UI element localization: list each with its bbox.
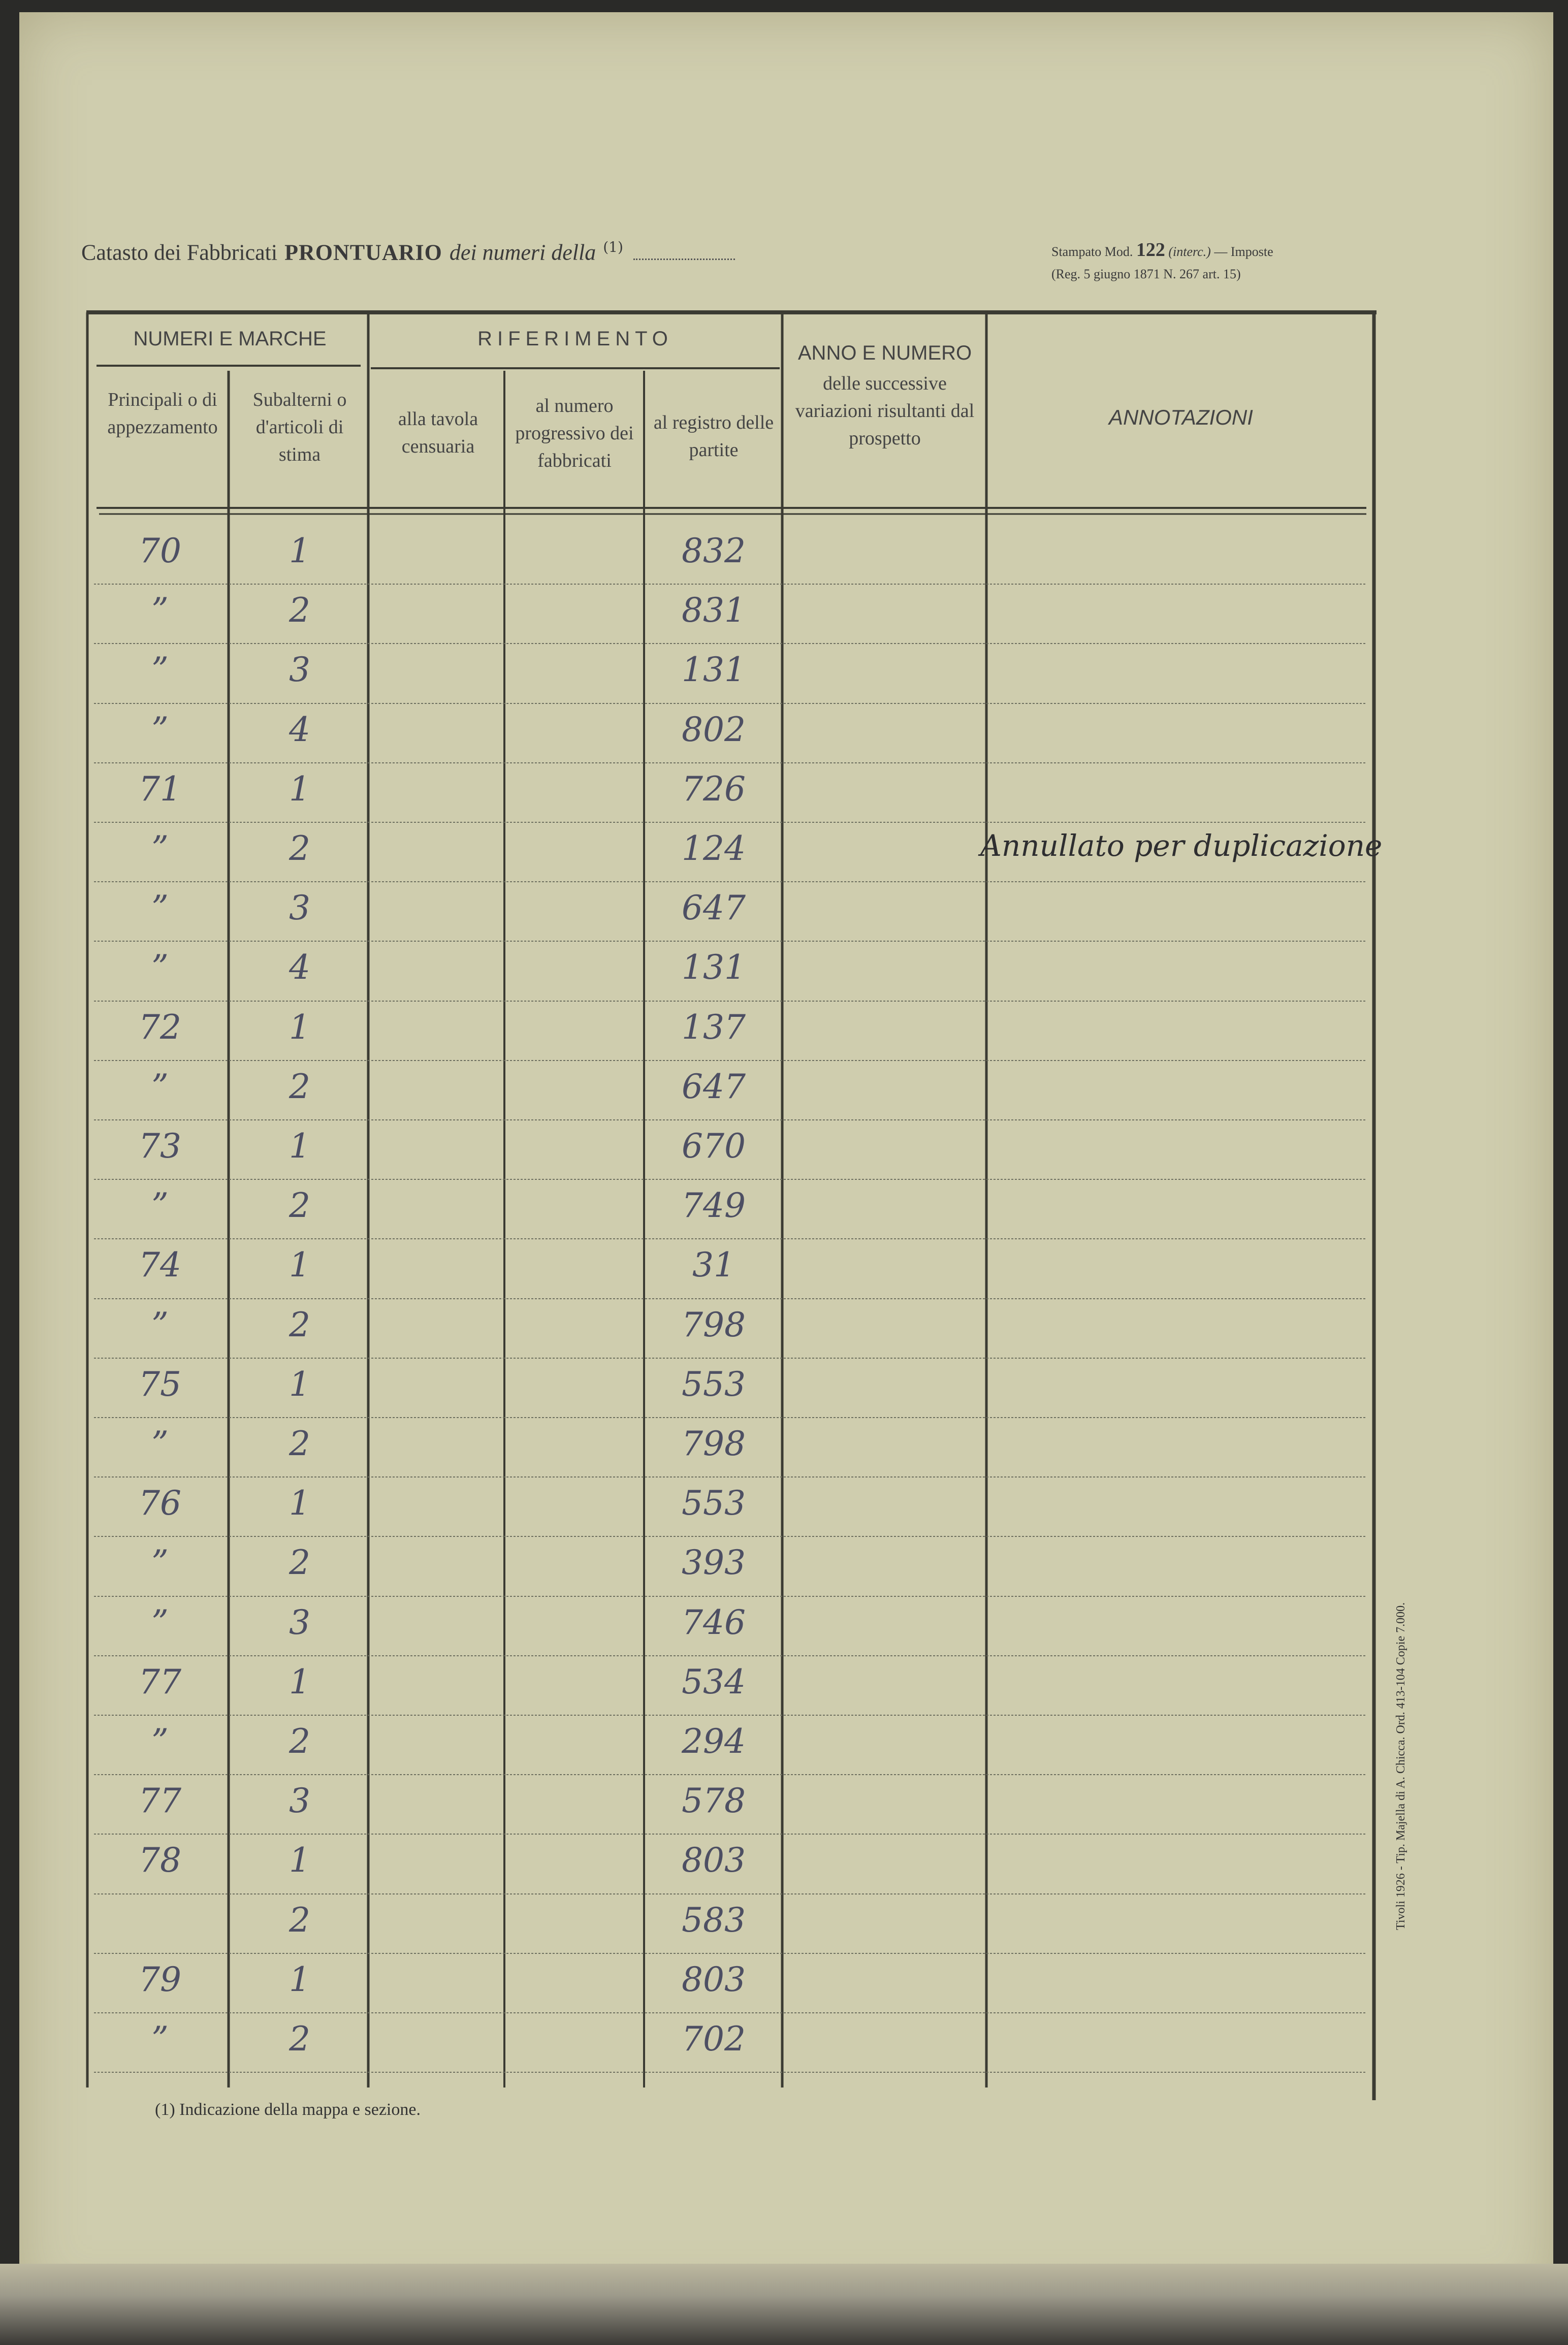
stamp-model: 122 — [1136, 239, 1165, 261]
cell-principale: 77 — [139, 1781, 181, 1821]
cell-principale: ” — [151, 591, 169, 630]
header-principali: Principali o di appezzamento — [107, 389, 218, 438]
cell-registro: 726 — [682, 769, 746, 809]
cell-subalterno: 1 — [289, 531, 310, 570]
cell-registro: 583 — [682, 1900, 746, 1940]
cell-subalterno: 2 — [289, 1900, 310, 1940]
cell-registro: 393 — [682, 1543, 746, 1583]
cell-principale: ” — [151, 1305, 169, 1344]
cell-registro: 131 — [682, 650, 746, 690]
cell-registro: 798 — [682, 1305, 746, 1344]
annotation-cancelled: Annullato per duplicazione — [980, 828, 1383, 863]
cell-subalterno: 1 — [289, 1841, 310, 1880]
cell-subalterno: 1 — [289, 1959, 310, 1999]
cell-subalterno: 3 — [289, 1602, 310, 1642]
cell-principale: ” — [151, 948, 169, 987]
printer-imprint — [1394, 1422, 1415, 1930]
cell-subalterno: 3 — [289, 888, 310, 928]
title-bold: PRONTUARIO — [284, 240, 442, 265]
header-annotazioni: ANNOTAZIONI — [1109, 405, 1253, 429]
cell-registro: 647 — [682, 888, 746, 928]
cell-subalterno: 1 — [289, 1245, 310, 1285]
cell-subalterno: 2 — [289, 1424, 310, 1463]
cell-principale: ” — [151, 1602, 169, 1642]
cell-principale: 78 — [139, 1841, 181, 1880]
cell-registro: 131 — [682, 948, 746, 987]
cell-principale: ” — [151, 1722, 169, 1761]
cell-principale: 75 — [139, 1364, 181, 1404]
cell-registro: 746 — [682, 1602, 746, 1642]
cell-subalterno: 2 — [289, 2019, 310, 2059]
cell-subalterno: 3 — [289, 650, 310, 690]
stamp-text-a: Stampato Mod. — [1051, 244, 1133, 259]
cell-principale: 71 — [139, 769, 181, 809]
cell-principale: 79 — [139, 1959, 181, 1999]
cell-registro: 647 — [682, 1067, 746, 1106]
cell-registro: 294 — [682, 1722, 746, 1761]
cell-principale: ” — [151, 888, 169, 928]
header-registro: al registro delle partite — [653, 412, 774, 461]
cell-subalterno: 2 — [289, 591, 310, 630]
cell-principale: 72 — [139, 1007, 181, 1047]
cell-principale: ” — [151, 1424, 169, 1463]
cell-subalterno: 1 — [289, 1662, 310, 1701]
cell-registro: 831 — [682, 591, 746, 630]
cell-subalterno: 4 — [289, 710, 310, 749]
cell-principale: 73 — [139, 1127, 181, 1166]
title-prefix: Catasto dei Fabbricati — [81, 240, 278, 265]
printer-note: Tivoli 1926 - Tip. Majella di A. Chicca. Ord. 413-104 Copie 7.000. — [1394, 1602, 1407, 1930]
header-progressivo: al numero progressivo dei fabbricati — [515, 395, 634, 471]
cell-subalterno: 1 — [289, 1127, 310, 1166]
cell-registro: 31 — [692, 1245, 735, 1285]
cell-registro: 798 — [682, 1424, 746, 1463]
cell-registro: 553 — [682, 1364, 746, 1404]
header-subalterni: Subalterni o d'articoli di stima — [252, 389, 347, 465]
cell-principale: ” — [151, 2019, 169, 2059]
cell-principale: ” — [151, 1186, 169, 1226]
cell-principale: ” — [151, 650, 169, 690]
cell-registro: 802 — [682, 710, 746, 749]
stamp-line2: (Reg. 5 giugno 1871 N. 267 art. 15) — [1051, 267, 1241, 281]
cell-registro: 803 — [682, 1841, 746, 1880]
cell-subalterno: 1 — [289, 1007, 310, 1047]
cell-principale: ” — [151, 1543, 169, 1583]
cell-subalterno: 2 — [289, 1543, 310, 1583]
cell-principale: ” — [151, 710, 169, 749]
header-anno-numero: ANNO E NUMERO — [797, 342, 972, 364]
cell-subalterno: 4 — [289, 948, 310, 987]
cell-subalterno: 2 — [289, 1186, 310, 1226]
header-riferimento: RIFERIMENTO — [477, 328, 673, 350]
cell-principale: ” — [151, 1067, 169, 1106]
cell-registro: 553 — [682, 1484, 746, 1523]
title-italic: dei numeri della — [449, 240, 596, 265]
cell-subalterno: 2 — [289, 829, 310, 868]
header-anno-sub: delle successive variazioni risultanti dal prospetto — [795, 373, 975, 449]
cell-registro: 124 — [682, 829, 746, 868]
title-note: (1) — [603, 239, 623, 255]
cell-registro: 534 — [682, 1662, 746, 1701]
cell-registro: 832 — [682, 531, 746, 570]
cell-registro: 749 — [682, 1186, 746, 1226]
cell-subalterno: 3 — [289, 1781, 310, 1821]
cell-registro: 702 — [682, 2019, 746, 2059]
cell-principale: 77 — [139, 1662, 181, 1701]
cell-principale: 76 — [139, 1484, 181, 1523]
cell-subalterno: 2 — [289, 1067, 310, 1106]
cell-subalterno: 1 — [289, 1364, 310, 1404]
cell-principale: 70 — [139, 531, 181, 570]
cell-registro: 670 — [682, 1127, 746, 1166]
footnote: (1) Indicazione della mappa e sezione. — [155, 2100, 421, 2119]
stamp-text-b: (interc.) — [1168, 244, 1211, 259]
header-tavola: alla tavola censuaria — [398, 408, 478, 457]
stamp-text-c: — Imposte — [1214, 244, 1273, 259]
cell-registro: 137 — [682, 1007, 746, 1047]
cell-principale: 74 — [139, 1245, 181, 1285]
cell-subalterno: 2 — [289, 1305, 310, 1344]
cell-registro: 803 — [682, 1959, 746, 1999]
header-numeri-marche: NUMERI E MARCHE — [133, 328, 327, 350]
cell-subalterno: 2 — [289, 1722, 310, 1761]
cell-subalterno: 1 — [289, 769, 310, 809]
cell-registro: 578 — [682, 1781, 746, 1821]
cell-principale: ” — [151, 829, 169, 868]
cell-subalterno: 1 — [289, 1484, 310, 1523]
